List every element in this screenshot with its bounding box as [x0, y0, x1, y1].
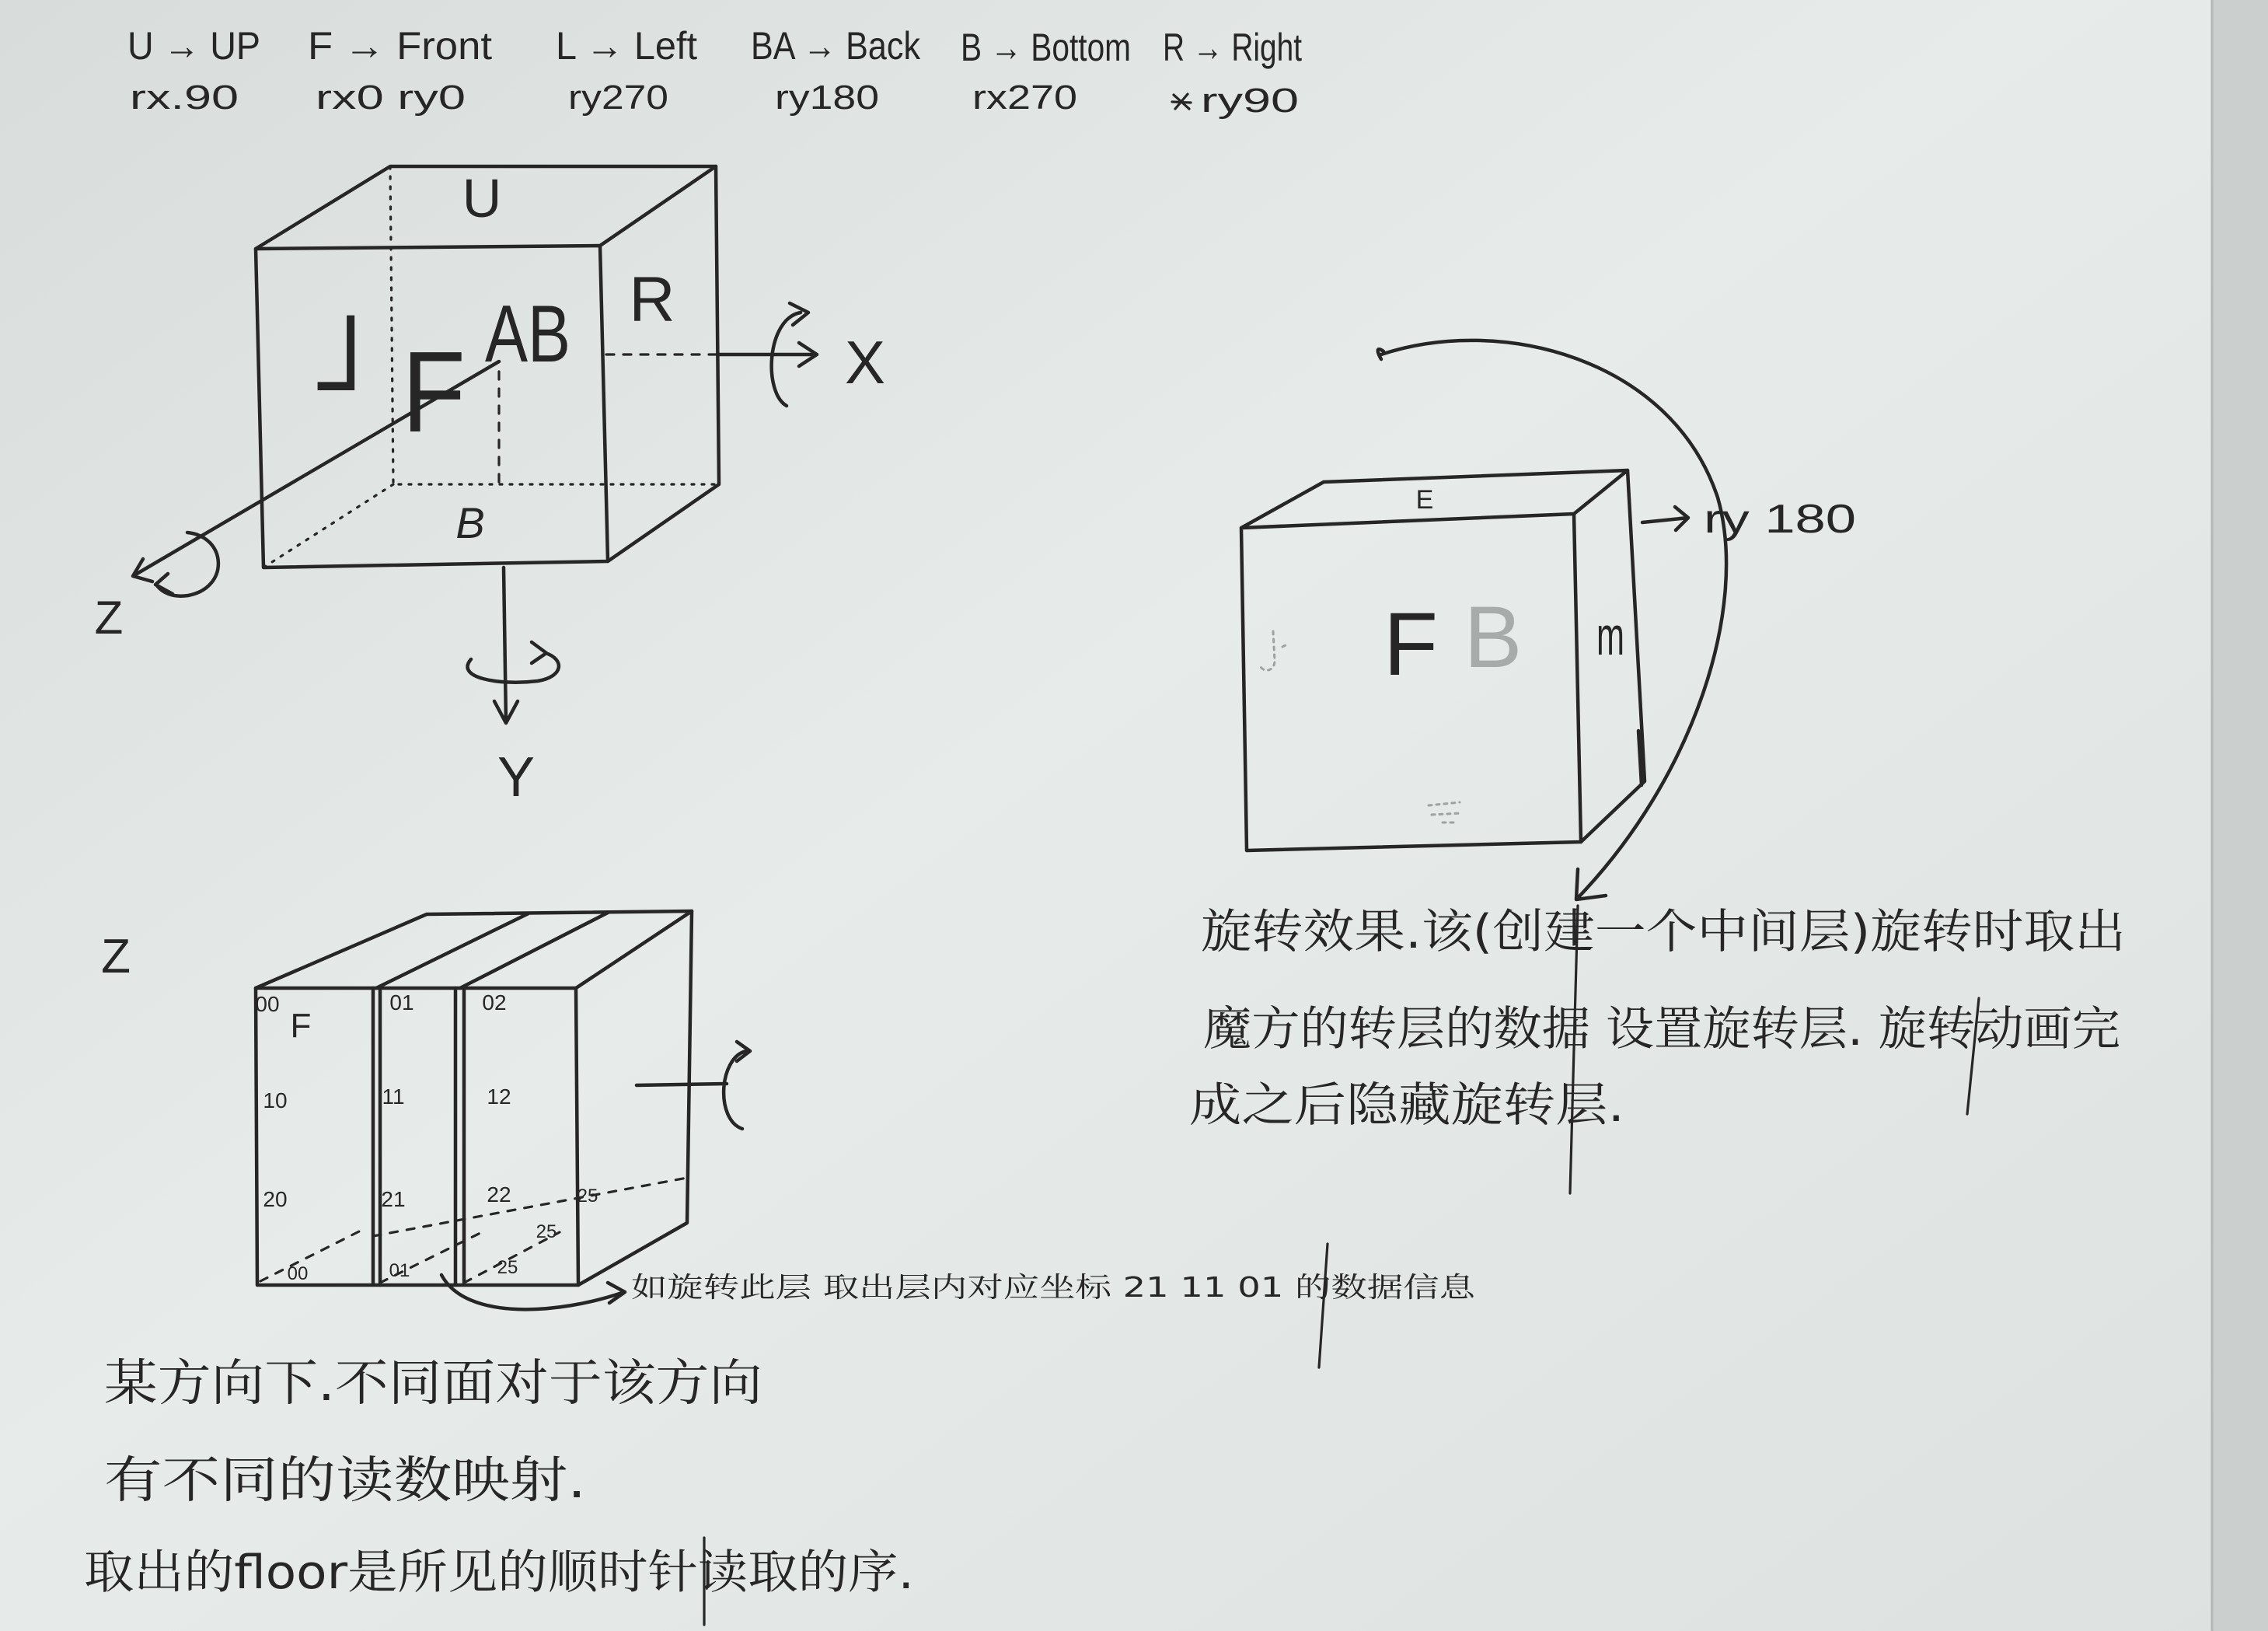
layer-annotation: 如旋转此层 取出层内对应坐标 21 11 01 的数据信息 [631, 1272, 1477, 1304]
rotated-face-front: F [1383, 595, 1439, 694]
layer-front-label: F [290, 1007, 312, 1045]
mapping-note-line-1: 某方向下.不同面对于该方向 [104, 1355, 762, 1413]
axis-label-y: Y [497, 746, 536, 809]
legend-key-bottom: B → Bottom [961, 26, 1131, 69]
legend-rotation-bottom: rx270 [972, 79, 1077, 117]
legend-rotation-right: ry90 [1201, 82, 1299, 120]
cell-label: 00 [255, 992, 280, 1016]
face-label-up: U [462, 168, 502, 229]
legend-rotation-front: rx0 ry0 [316, 79, 466, 117]
legend-rotation-up: rx.90 [130, 79, 239, 117]
legend-key-back: BA → Back [751, 24, 921, 68]
legend-rotation-back: ry180 [775, 79, 879, 117]
rotation-note-line-1: 旋转效果.该(创建一个中间层)旋转时取出 [1201, 905, 2126, 959]
legend-key-front: F → Front [308, 24, 493, 68]
hidden-cell-label: 00 [287, 1263, 309, 1284]
face-label-bottom: B [455, 498, 485, 547]
mapping-note-line-2: 有不同的读数映射. [104, 1452, 587, 1510]
hidden-cell-label: 01 [389, 1260, 410, 1281]
legend-key-right: R → Right [1163, 26, 1303, 69]
rotated-face-back: B [1464, 588, 1523, 686]
face-label-right: R [629, 264, 675, 335]
cell-label: 22 [487, 1182, 511, 1207]
legend-rotation-left: ry270 [568, 79, 668, 117]
cell-label: 12 [487, 1084, 511, 1109]
mapping-note-line-3: 取出的floor是所见的顺时针读取的序. [84, 1545, 914, 1600]
rotated-face-top: E [1415, 485, 1434, 515]
rotation-label: ry 180 [1704, 497, 1856, 542]
legend-key-up: U → UP [127, 24, 260, 68]
axis-label-z: Z [94, 592, 124, 644]
rotation-note-line-2: 魔方的转层的数据 设置旋转层. 旋转动画完 [1203, 1002, 2120, 1056]
cell-label: 20 [263, 1187, 288, 1211]
cell-label: 11 [382, 1084, 405, 1109]
face-label-back: AB [485, 289, 570, 379]
hidden-cell-label: 25 [577, 1186, 598, 1207]
face-label-left: L [315, 292, 361, 414]
rotated-face-right: m [1596, 606, 1624, 666]
layer-axis-label: Z [101, 930, 131, 983]
axis-label-x: X [844, 328, 886, 396]
legend-key-left: L → Left [556, 24, 698, 68]
hidden-cell-label: 25 [536, 1221, 557, 1242]
cell-label: 02 [482, 990, 507, 1015]
cell-label: 10 [263, 1088, 288, 1112]
cell-label: 01 [389, 990, 414, 1015]
paper-edge-shadow [2212, 0, 2268, 1631]
cell-label: 21 [381, 1187, 406, 1211]
hidden-cell-label: 25 [497, 1257, 518, 1278]
rotation-note-line-3: 成之后隐藏旋转层. [1189, 1078, 1624, 1133]
face-label-front: F [402, 328, 466, 456]
